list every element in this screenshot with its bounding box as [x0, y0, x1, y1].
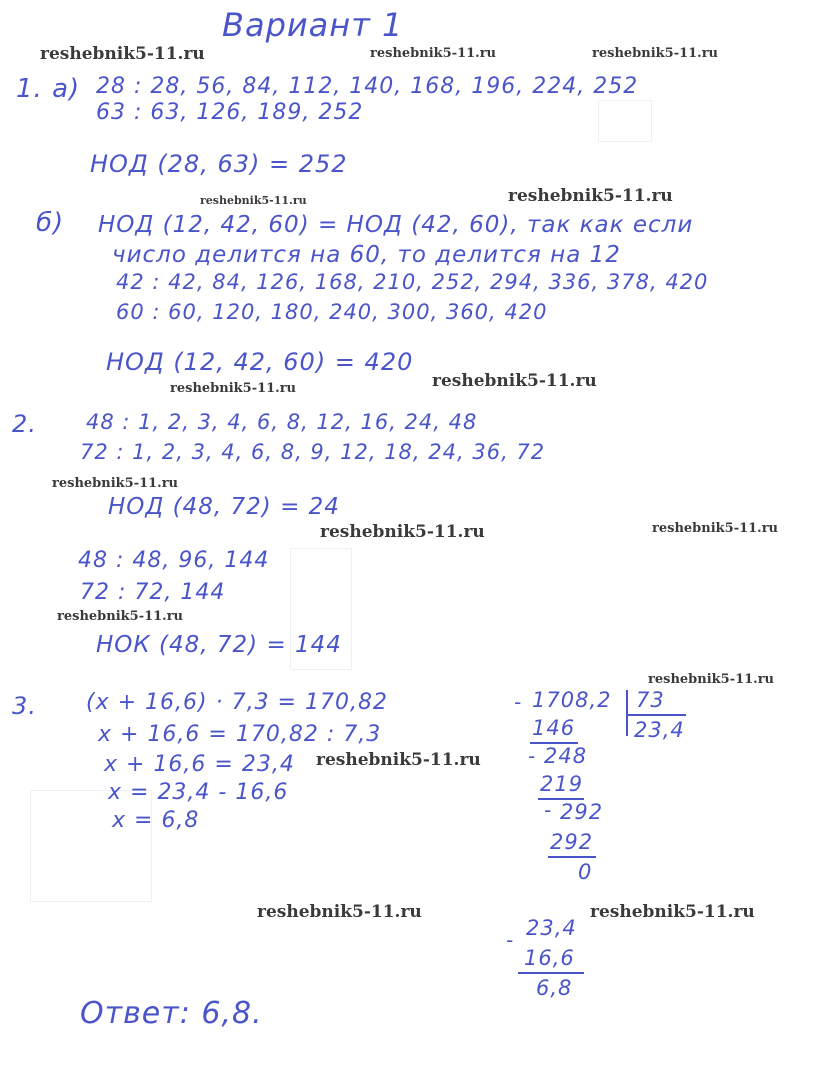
subtraction-result: 6,8 — [536, 976, 573, 1000]
task1b-label: б) — [36, 208, 65, 238]
division-step: 219 — [540, 772, 584, 796]
task3-line: x + 16,6 = 170,82 : 7,3 — [98, 722, 382, 747]
task2-line: 72 : 72, 144 — [80, 580, 226, 605]
division-line — [548, 856, 596, 858]
task2-line: 48 : 1, 2, 3, 4, 6, 8, 12, 16, 24, 48 — [86, 410, 478, 434]
division-step: 146 — [532, 716, 576, 740]
task1b-line: 60 : 60, 120, 180, 240, 300, 360, 420 — [116, 300, 548, 324]
task1-label: 1. а) — [16, 74, 81, 104]
task1b-line: НОД (12, 42, 60) = НОД (42, 60), так как если — [98, 212, 694, 238]
watermark: reshebnik5-11.ru — [257, 902, 422, 922]
division-divisor: 73 — [636, 688, 665, 712]
grid-patch — [598, 100, 652, 142]
task2-line: 72 : 1, 2, 3, 4, 6, 8, 9, 12, 18, 24, 36, 72 — [80, 440, 546, 464]
answer: Ответ: 6,8. — [80, 996, 263, 1031]
task3-line: (x + 16,6) · 7,3 = 170,82 — [86, 690, 388, 715]
watermark: reshebnik5-11.ru — [592, 46, 719, 61]
grid-patch — [30, 790, 152, 902]
watermark: reshebnik5-11.ru — [432, 371, 597, 391]
division-remainder: 0 — [578, 860, 593, 884]
page-title: Вариант 1 — [222, 6, 404, 44]
watermark: reshebnik5-11.ru — [370, 46, 497, 61]
task1-line: 28 : 28, 56, 84, 112, 140, 168, 196, 224, 252 — [96, 74, 639, 99]
task1-result: НОД (28, 63) = 252 — [90, 150, 348, 178]
task3-label: 3. — [12, 692, 37, 720]
division-minus: - — [514, 690, 523, 714]
subtraction-minus: - — [506, 928, 515, 952]
subtraction-minuend: 23,4 — [526, 916, 577, 940]
watermark: reshebnik5-11.ru — [200, 194, 307, 207]
task3-line: x = 23,4 - 16,6 — [108, 780, 289, 805]
division-step: 292 — [560, 800, 604, 824]
task2-result: НОК (48, 72) = 144 — [96, 632, 342, 658]
watermark: reshebnik5-11.ru — [40, 44, 205, 64]
division-bar — [626, 690, 628, 736]
watermark: reshebnik5-11.ru — [316, 750, 481, 770]
watermark: reshebnik5-11.ru — [590, 902, 755, 922]
task1b-line: число делится на 60, то делится на 12 — [112, 242, 621, 268]
subtraction-line — [518, 972, 584, 974]
division-step: 292 — [550, 830, 594, 854]
watermark: reshebnik5-11.ru — [320, 522, 485, 542]
watermark: reshebnik5-11.ru — [652, 521, 779, 536]
task1-line: 63 : 63, 126, 189, 252 — [96, 100, 364, 125]
division-step: 248 — [544, 744, 588, 768]
division-minus: - — [544, 798, 553, 822]
task3-line: x = 6,8 — [112, 808, 200, 833]
task2-line: 48 : 48, 96, 144 — [78, 548, 270, 573]
division-minus: - — [528, 744, 537, 768]
watermark: reshebnik5-11.ru — [508, 186, 673, 206]
watermark: reshebnik5-11.ru — [52, 476, 179, 491]
task3-line: x + 16,6 = 23,4 — [104, 752, 295, 777]
task2-label: 2. — [12, 410, 37, 438]
subtraction-subtrahend: 16,6 — [524, 946, 575, 970]
task1b-result: НОД (12, 42, 60) = 420 — [106, 348, 414, 376]
division-line — [628, 714, 686, 716]
watermark: reshebnik5-11.ru — [648, 672, 775, 687]
division-dividend: 1708,2 — [532, 688, 612, 712]
division-quotient: 23,4 — [634, 718, 685, 742]
watermark: reshebnik5-11.ru — [57, 609, 184, 624]
task2-result: НОД (48, 72) = 24 — [108, 494, 340, 520]
task1b-line: 42 : 42, 84, 126, 168, 210, 252, 294, 336, 378, 420 — [116, 270, 709, 294]
watermark: reshebnik5-11.ru — [170, 381, 297, 396]
